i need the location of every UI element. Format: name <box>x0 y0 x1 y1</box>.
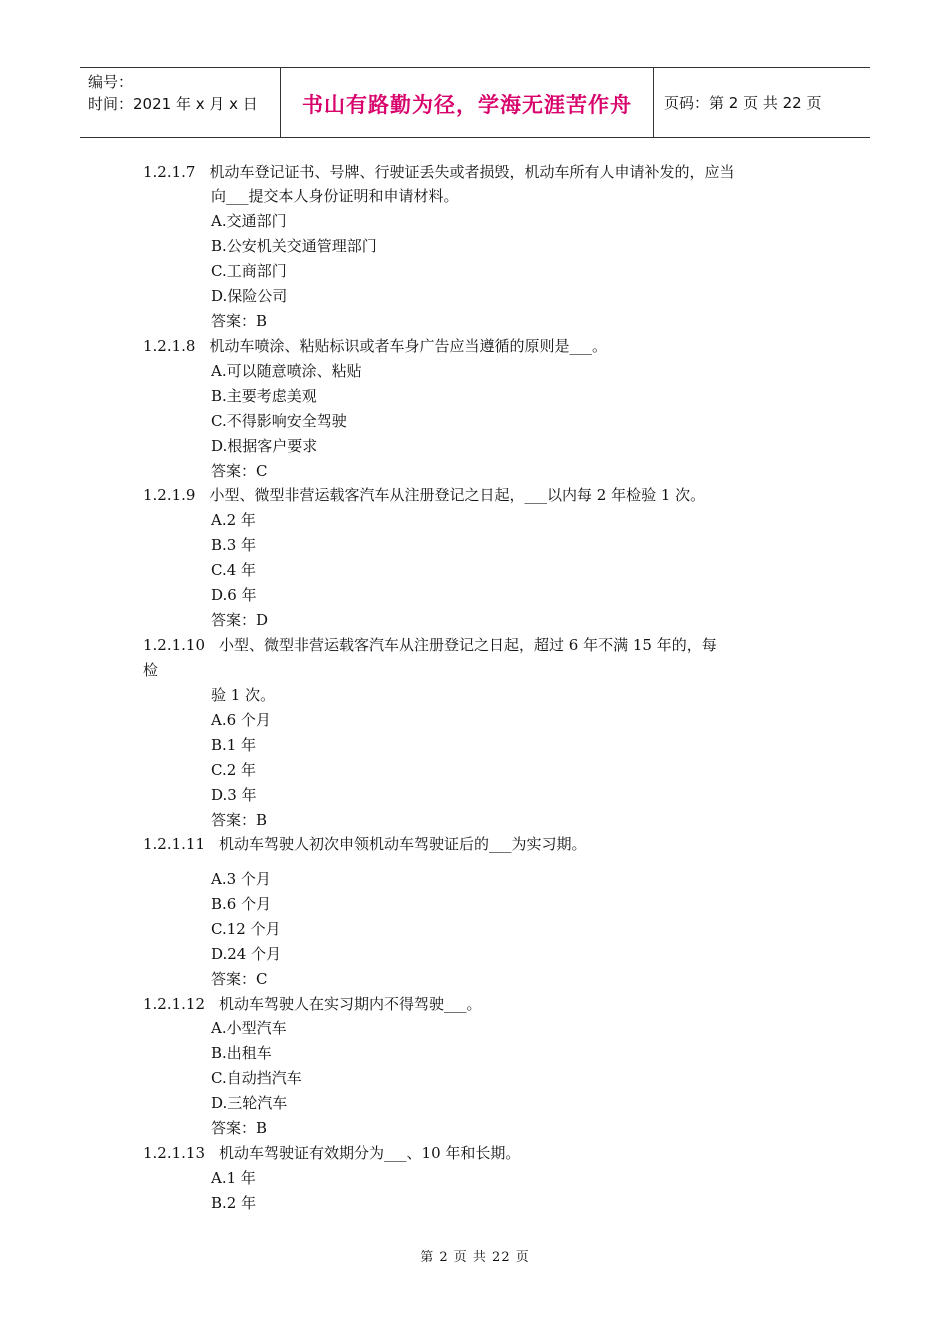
option: C.工商部门 <box>211 262 287 280</box>
page-header <box>80 67 870 138</box>
question-text: 小型、微型非营运载客汽车从注册登记之日起，___以内每 2 年检验 1 次。 <box>209 486 706 504</box>
question-text: 机动车驾驶人在实习期内不得驾驶___。 <box>219 995 482 1013</box>
page-label: 页码：第 2 页 共 22 页 <box>664 94 822 112</box>
page-footer: 第 2 页 共 22 页 <box>420 1250 530 1265</box>
option: C.自动挡汽车 <box>211 1069 302 1087</box>
header-middle-cell <box>281 68 654 137</box>
option: A.小型汽车 <box>211 1019 287 1037</box>
option: B.主要考虑美观 <box>211 387 317 405</box>
header-right-cell <box>654 68 870 137</box>
answer: 答案：B <box>211 312 268 330</box>
option: A.3 个月 <box>211 870 271 888</box>
option: C.12 个月 <box>211 920 281 938</box>
question-10 <box>143 635 717 655</box>
option: B.出租车 <box>211 1044 272 1062</box>
answer: 答案：D <box>211 611 269 629</box>
question-text: 机动车驾驶证有效期分为___、10 年和长期。 <box>219 1144 521 1162</box>
question-text: 机动车喷涂、粘贴标识或者车身广告应当遵循的原则是___。 <box>209 337 607 355</box>
option: D.3 年 <box>211 786 257 804</box>
question-number: 1.2.1.9 <box>143 486 196 504</box>
option: A.6 个月 <box>211 711 271 729</box>
option: A.2 年 <box>211 511 256 529</box>
question-number: 1.2.1.11 <box>143 835 206 853</box>
question-number: 1.2.1.7 <box>143 163 196 181</box>
question-9 <box>143 485 705 505</box>
option: D.24 个月 <box>211 945 282 963</box>
question-13 <box>143 1143 520 1163</box>
option: B.6 个月 <box>211 895 272 913</box>
answer: 答案：C <box>211 970 268 988</box>
option: A.可以随意喷涂、粘贴 <box>211 362 362 380</box>
option: D.三轮汽车 <box>211 1094 288 1112</box>
motto: 书山有路勤为径，学海无涯苦作舟 <box>302 92 632 117</box>
question-8 <box>143 336 607 356</box>
question-number: 1.2.1.13 <box>143 1144 206 1162</box>
question-11 <box>143 834 587 854</box>
question-text-cont: 验 1 次。 <box>211 686 276 704</box>
question-text-cont: 检 <box>143 661 159 679</box>
question-number: 1.2.1.8 <box>143 337 196 355</box>
option: A.1 年 <box>211 1169 256 1187</box>
answer: 答案：B <box>211 1119 268 1137</box>
option: D.根据客户要求 <box>211 437 318 455</box>
question-12 <box>143 994 482 1014</box>
option: D.保险公司 <box>211 287 288 305</box>
question-text-cont: 向___提交本人身份证明和申请材料。 <box>211 187 459 205</box>
question-text: 机动车登记证书、号牌、行驶证丢失或者损毁，机动车所有人申请补发的，应当 <box>209 163 735 181</box>
option: C.不得影响安全驾驶 <box>211 412 347 430</box>
option: B.公安机关交通管理部门 <box>211 237 377 255</box>
option: C.4 年 <box>211 561 257 579</box>
option: B.3 年 <box>211 536 257 554</box>
question-number: 1.2.1.10 <box>143 636 206 654</box>
option: D.6 年 <box>211 586 257 604</box>
question-text: 机动车驾驶人初次申领机动车驾驶证后的___为实习期。 <box>219 835 587 853</box>
answer: 答案：B <box>211 811 268 829</box>
answer: 答案：C <box>211 462 268 480</box>
option: A.交通部门 <box>211 212 287 230</box>
option: B.2 年 <box>211 1194 257 1212</box>
question-text: 小型、微型非营运载客汽车从注册登记之日起，超过 6 年不满 15 年的，每 <box>219 636 717 654</box>
question-number: 1.2.1.12 <box>143 995 206 1013</box>
option: B.1 年 <box>211 736 257 754</box>
number-label: 编号： <box>88 73 134 91</box>
option: C.2 年 <box>211 761 257 779</box>
time-label: 时间：2021 年 x 月 x 日 <box>88 95 258 113</box>
question-7 <box>143 162 735 182</box>
header-left-cell <box>80 68 281 137</box>
